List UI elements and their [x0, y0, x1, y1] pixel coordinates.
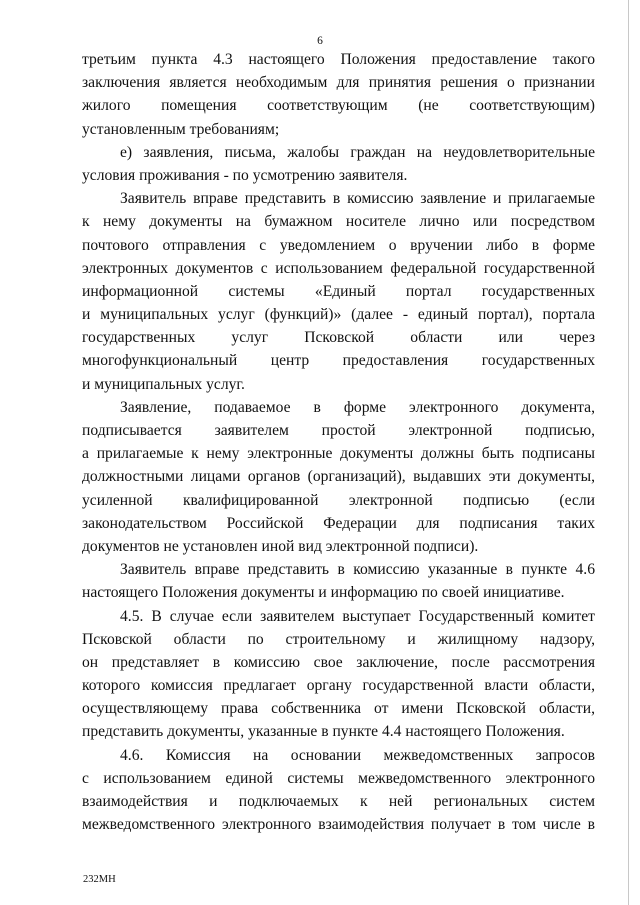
text-line: е) заявления, письма, жалобы граждан на неудовлетворительные — [120, 143, 595, 161]
text-line: многофункциональный центр предоставления государственных — [82, 352, 595, 370]
document-body — [82, 48, 595, 836]
text-line: Заявление, подаваемое в форме электронного документа, — [120, 398, 595, 416]
text-line: настоящего Положения документы и информацию по своей инициативе. — [82, 584, 565, 602]
text-line: осуществляющему права собственника от имени Псковской области, — [82, 700, 595, 718]
text-line: установленным требованиям; — [82, 120, 280, 138]
text-line: взаимодействия и подключаемых к ней региональных систем — [82, 793, 595, 810]
text-line: с использованием единой системы межведомственного электронного — [82, 769, 595, 787]
text-line: он представляет в комиссию свое заключение, после рассмотрения — [82, 653, 595, 671]
page-number: 6 — [317, 35, 323, 47]
text-line: третьим пункта 4.3 настоящего Положения предоставление такого — [82, 51, 595, 68]
text-line: подписывается заявителем простой электронной подписью, — [82, 422, 595, 439]
text-line: информационной системы «Единый портал государственных — [82, 282, 595, 300]
text-line: должностными лицами органов (организаций), выдавших эти документы, — [82, 468, 595, 486]
text-line: Псковской области по строительному и жилищному надзору, — [82, 630, 595, 648]
text-line: к нему документы на бумажном носителе лично или посредством — [82, 213, 595, 231]
text-line: государственных услуг Псковской области или через — [82, 329, 595, 347]
text-line: Заявитель вправе представить в комиссию указанные в пункте 4.6 — [120, 561, 595, 579]
text-line: Заявитель вправе представить в комиссию заявление и прилагаемые — [120, 190, 595, 208]
scan-edge-line — [628, 0, 629, 905]
text-line: жилого помещения соответствующим (не соответствующим) — [82, 97, 595, 115]
text-line: документов не установлен иной вид электронной подписи). — [82, 537, 479, 555]
text-line: усиленной квалифицированной электронной подписью (если — [82, 491, 595, 509]
text-line: и муниципальных услуг. — [82, 375, 245, 393]
text-line: электронных документов с использованием федеральной государственной — [82, 259, 595, 277]
text-line: 4.6. Комиссия на основании межведомственных запросов — [120, 746, 595, 764]
text-line: заключения является необходимым для принятия решения о признании — [82, 74, 595, 92]
text-line: 4.5. В случае если заявителем выступает Государственный комитет — [120, 607, 595, 625]
text-line: и муниципальных услуг (функций)» (далее - единый портал), портала — [82, 306, 595, 324]
text-line: почтового отправления с уведомлением о вручении либо в форме — [82, 236, 595, 254]
text-line: которого комиссия предлагает органу государственной власти области, — [82, 677, 595, 695]
text-line: межведомственного электронного взаимодействия получает в том числе в — [82, 816, 595, 834]
text-line: представить документы, указанные в пункте 4.4 настоящего Положения. — [82, 723, 565, 741]
text-line: законодательством Российской Федерации для подписания таких — [82, 514, 595, 532]
text-line: а прилагаемые к нему электронные документы должны быть подписаны — [82, 445, 595, 463]
text-line: условия проживания - по усмотрению заявителя. — [82, 166, 408, 184]
document-code: 232МН — [83, 874, 116, 885]
